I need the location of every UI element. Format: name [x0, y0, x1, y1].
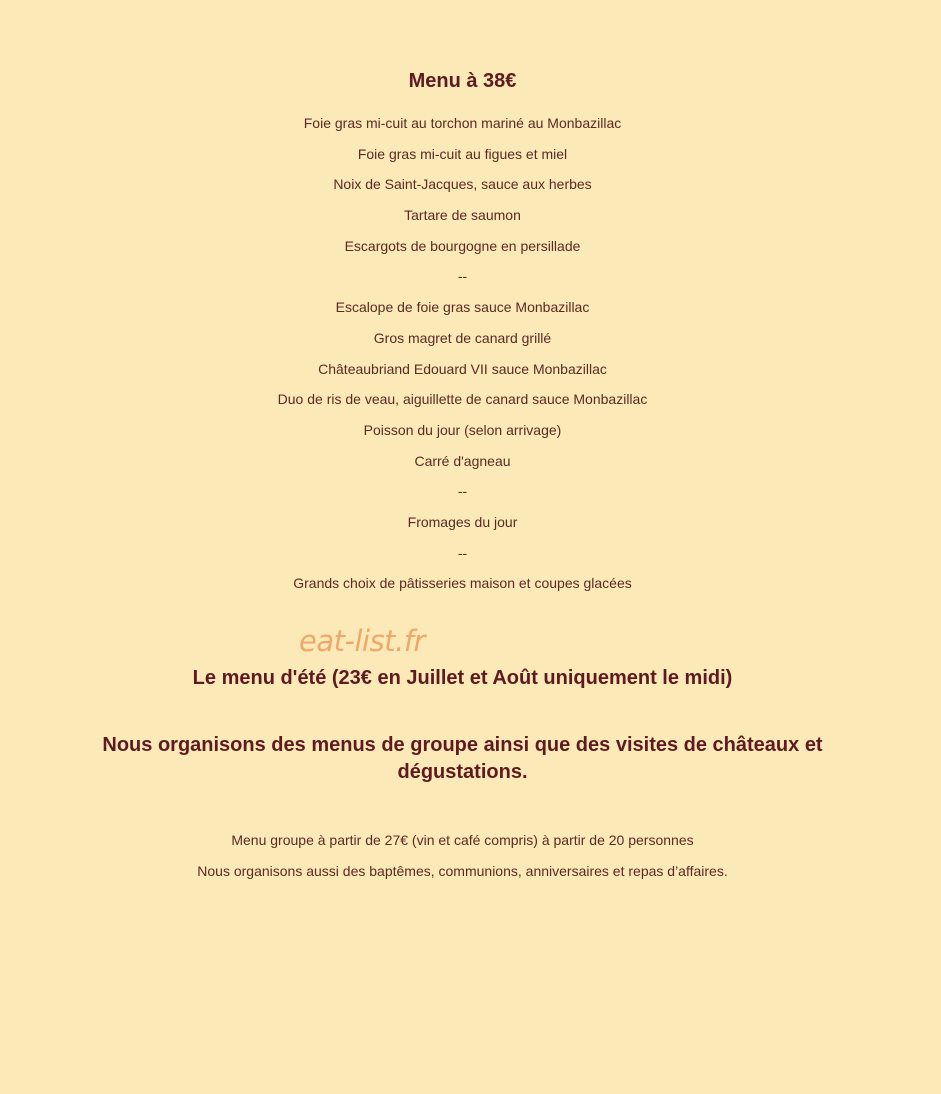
group-info-line: Menu groupe à partir de 27€ (vin et café compris) à partir de 20 personnes [231, 832, 694, 848]
group-heading: Nous organisons des menus de groupe ainsi que des visites de châteaux et dégustations. [102, 734, 823, 783]
group-info-line: Nous organisons aussi des baptêmes, communions, anniversaires et repas d’affaires. [197, 862, 728, 879]
menu-item: Tartare de saumon [404, 207, 521, 224]
menu-item: Poisson du jour (selon arrivage) [363, 421, 562, 438]
menu-item: Escalope de foie gras sauce Monbazillac [335, 299, 590, 316]
menu-title: Menu à 38€ [408, 70, 517, 92]
menu-item: Fromages du jour [407, 513, 518, 530]
menu-item: Gros magret de canard grillé [373, 329, 552, 346]
menu-separator: -- [457, 544, 468, 561]
menu-item: Grands choix de pâtisseries maison et coupes glacées [293, 575, 632, 592]
summer-menu-heading: Le menu d'été (23€ en Juillet et Août uniquement le midi) [192, 667, 733, 689]
menu-item: Noix de Saint-Jacques, sauce aux herbes [333, 176, 592, 193]
watermark: eat-list.fr [299, 624, 425, 658]
menu-separator: -- [457, 268, 468, 285]
group-info-list [0, 825, 925, 886]
menu-separator: -- [457, 483, 468, 500]
menu-item: Châteaubriand Edouard VII sauce Monbazillac [318, 360, 607, 377]
menu-items-list [0, 108, 925, 599]
menu-item: Foie gras mi-cuit au figues et miel [357, 145, 568, 162]
menu-item: Carré d'agneau [414, 452, 511, 469]
menu-item: Foie gras mi-cuit au torchon mariné au Monbazillac [303, 115, 622, 131]
menu-item: Duo de ris de veau, aiguillette de canard sauce Monbazillac [277, 391, 648, 408]
menu-item: Escargots de bourgogne en persillade [344, 237, 581, 254]
